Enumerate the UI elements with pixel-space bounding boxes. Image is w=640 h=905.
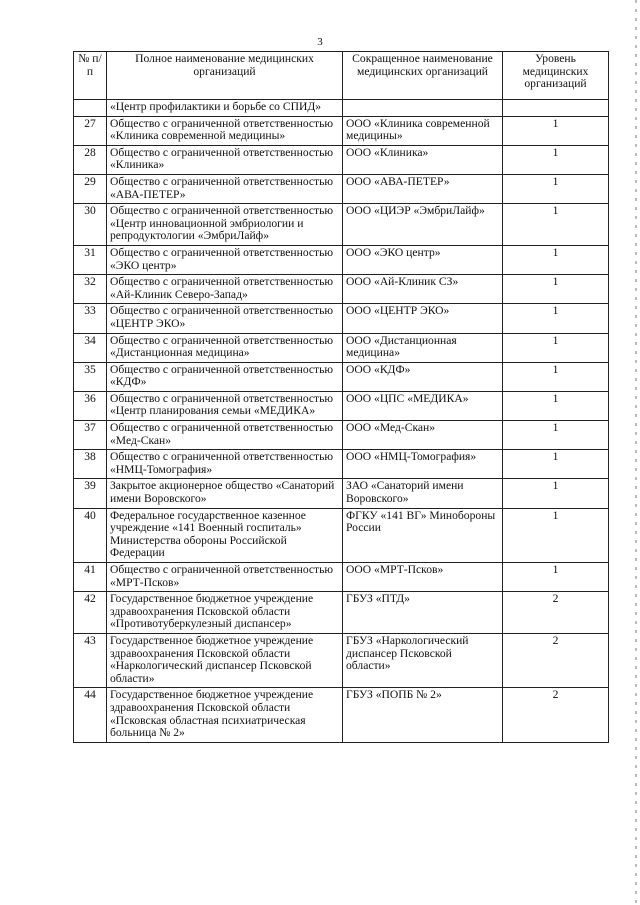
table-row [74,688,609,742]
level-cell: 1 [503,333,609,362]
table-row [74,145,609,174]
short-name-cell: ФГКУ «141 ВГ» Минобороны России [343,508,503,562]
full-name-cell: Общество с ограниченной ответственностью «Клиника» [107,145,343,174]
short-name-cell: ГБУЗ «Наркологический диспансер Псковской области» [343,633,503,687]
level-cell: 1 [503,174,609,203]
short-name-cell: ООО «ЭКО центр» [343,245,503,274]
header-num: № п/п [74,52,107,100]
full-name-cell: Общество с ограниченной ответственностью «Дистанционная медицина» [107,333,343,362]
header-level: Уровень медицинских организаций [503,52,609,100]
full-name-cell: Государственное бюджетное учреждение здравоохранения Псковской области «Псковская областная психиатрическая больница № 2» [107,688,343,742]
full-name-cell: Государственное бюджетное учреждение здравоохранения Псковской области «Наркологический диспансер Псковской области» [107,633,343,687]
short-name-cell: ООО «ЦИЭР «ЭмбриЛайф» [343,204,503,246]
table-row [74,421,609,450]
table-row [74,479,609,508]
table-header-row [74,52,609,100]
level-cell: 1 [503,450,609,479]
short-name-cell: ГБУЗ «ПОПБ № 2» [343,688,503,742]
short-name-cell: ООО «ЦПС «МЕДИКА» [343,391,503,420]
level-cell: 1 [503,391,609,420]
row-number [74,100,107,117]
level-cell: 2 [503,688,609,742]
short-name-cell: ООО «МРТ-Псков» [343,563,503,592]
table-row [74,592,609,634]
table-row [74,450,609,479]
full-name-cell: Общество с ограниченной ответственностью «Ай-Клиник Северо-Запад» [107,275,343,304]
table-row [74,633,609,687]
table-row [74,333,609,362]
full-name-cell: Федеральное государственное казенное учреждение «141 Военный госпиталь» Министерства обороны Российской Федерации [107,508,343,562]
full-name-cell: Общество с ограниченной ответственностью «ЦЕНТР ЭКО» [107,304,343,333]
full-name-cell: Общество с ограниченной ответственностью «Центр инновационной эмбриологии и репродуктологии «ЭмбриЛайф» [107,204,343,246]
full-name-cell: Общество с ограниченной ответственностью «АВА-ПЕТЕР» [107,174,343,203]
full-name-cell: Общество с ограниченной ответственностью «Клиника современной медицины» [107,116,343,145]
table-row [74,174,609,203]
short-name-cell [343,100,503,117]
level-cell [503,100,609,117]
short-name-cell: ООО «Мед-Скан» [343,421,503,450]
row-number: 35 [74,362,107,391]
level-cell: 1 [503,145,609,174]
full-name-cell: Государственное бюджетное учреждение здравоохранения Псковской области «Противотуберкулезный диспансер» [107,592,343,634]
short-name-cell: ООО «Дистанционная медицина» [343,333,503,362]
short-name-cell: ЗАО «Санаторий имени Воровского» [343,479,503,508]
table-row [74,391,609,420]
row-number: 36 [74,391,107,420]
header-short-name: Сокращенное наименование медицинских организаций [343,52,503,100]
row-number: 32 [74,275,107,304]
table-row [74,563,609,592]
row-number: 42 [74,592,107,634]
row-number: 30 [74,204,107,246]
level-cell: 2 [503,592,609,634]
level-cell: 1 [503,479,609,508]
table-row [74,508,609,562]
full-name-cell: Общество с ограниченной ответственностью «МРТ-Псков» [107,563,343,592]
row-number: 37 [74,421,107,450]
organizations-table [73,51,609,743]
full-name-cell: Общество с ограниченной ответственностью «Мед-Скан» [107,421,343,450]
level-cell: 1 [503,362,609,391]
full-name-cell: Общество с ограниченной ответственностью «НМЦ-Томография» [107,450,343,479]
short-name-cell: ООО «Клиника» [343,145,503,174]
table-row [74,204,609,246]
scan-edge-marks [635,0,637,905]
row-number: 38 [74,450,107,479]
full-name-cell: Закрытое акционерное общество «Санаторий имени Воровского» [107,479,343,508]
table-body [74,100,609,743]
level-cell: 1 [503,563,609,592]
short-name-cell: ООО «НМЦ-Томография» [343,450,503,479]
level-cell: 2 [503,633,609,687]
table-row [74,245,609,274]
level-cell: 1 [503,204,609,246]
row-number: 41 [74,563,107,592]
row-number: 39 [74,479,107,508]
row-number: 27 [74,116,107,145]
table-row [74,362,609,391]
full-name-cell: Общество с ограниченной ответственностью «Центр планирования семьи «МЕДИКА» [107,391,343,420]
short-name-cell: ООО «ЦЕНТР ЭКО» [343,304,503,333]
short-name-cell: ГБУЗ «ПТД» [343,592,503,634]
table-row [74,275,609,304]
level-cell: 1 [503,245,609,274]
table-row [74,304,609,333]
full-name-cell: Общество с ограниченной ответственностью «ЭКО центр» [107,245,343,274]
short-name-cell: ООО «Ай-Клиник СЗ» [343,275,503,304]
row-number: 40 [74,508,107,562]
row-number: 31 [74,245,107,274]
row-number: 28 [74,145,107,174]
full-name-cell: «Центр профилактики и борьбе со СПИД» [107,100,343,117]
row-number: 34 [74,333,107,362]
page-number: 3 [317,36,323,48]
table-row [74,100,609,117]
row-number: 29 [74,174,107,203]
table-row [74,116,609,145]
short-name-cell: ООО «АВА-ПЕТЕР» [343,174,503,203]
level-cell: 1 [503,508,609,562]
full-name-cell: Общество с ограниченной ответственностью «КДФ» [107,362,343,391]
row-number: 43 [74,633,107,687]
level-cell: 1 [503,116,609,145]
level-cell: 1 [503,421,609,450]
short-name-cell: ООО «КДФ» [343,362,503,391]
row-number: 44 [74,688,107,742]
level-cell: 1 [503,275,609,304]
level-cell: 1 [503,304,609,333]
short-name-cell: ООО «Клиника современной медицины» [343,116,503,145]
row-number: 33 [74,304,107,333]
header-full-name: Полное наименование медицинских организаций [107,52,343,100]
